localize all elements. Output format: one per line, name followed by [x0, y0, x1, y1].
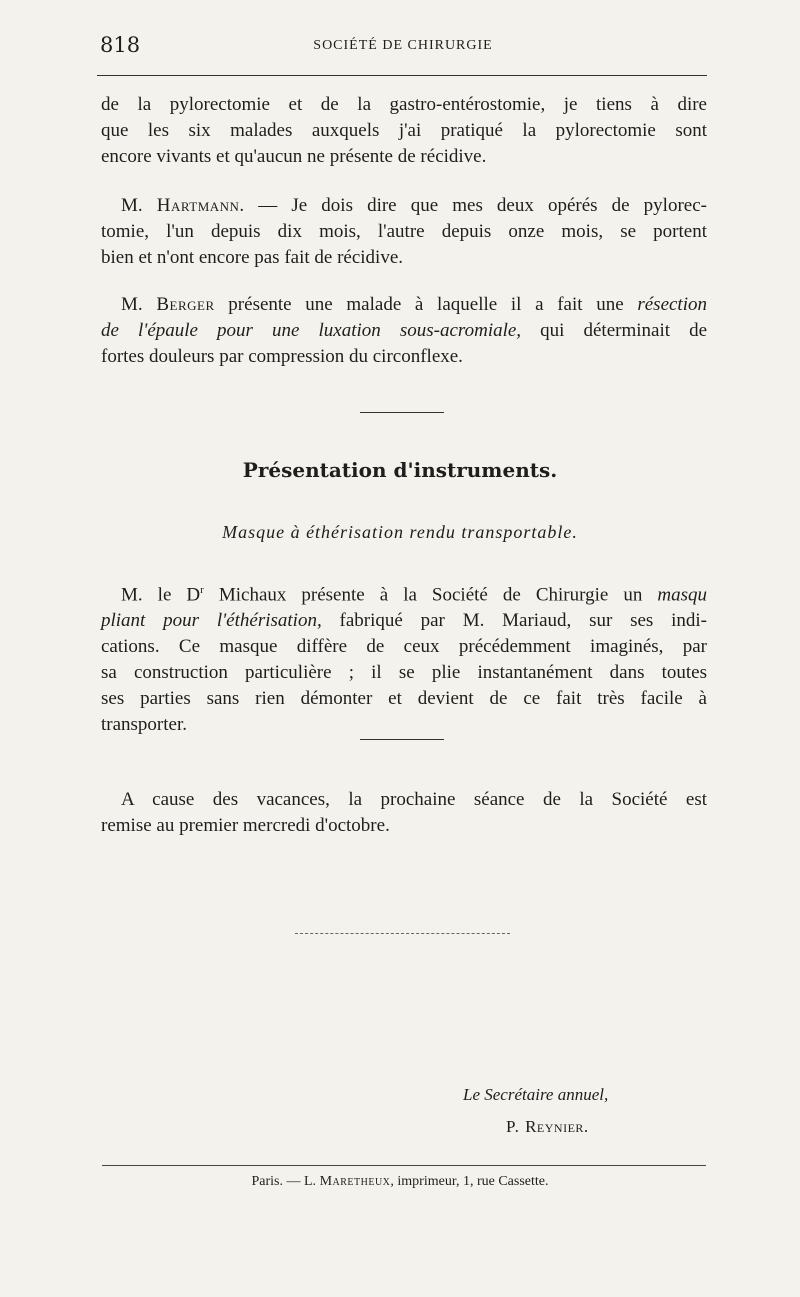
section-separator [360, 739, 444, 740]
text-line: remise au premier mercredi d'octobre. [101, 815, 390, 836]
running-title: SOCIÉTÉ DE CHIRURGIE [313, 38, 493, 53]
signature-surname: Reynier. [525, 1117, 589, 1136]
text-run: Michaux présente à la Société de Chirurgie un [203, 584, 658, 606]
text-line: A cause des vacances, la prochaine séance de la Société est [121, 789, 707, 810]
section-subtitle: Masque à éthérisation rendu transportable. [222, 522, 578, 542]
paragraph-berger [101, 292, 707, 370]
text-run: . — Je dois dire que mes deux opérés de pylorec- [239, 195, 707, 216]
signature-initial: P. [506, 1117, 526, 1136]
text-line [101, 193, 707, 219]
paragraph-hartmann [101, 193, 707, 271]
text-line [101, 608, 707, 634]
text-line: tomie, l'un depuis dix mois, l'autre depuis onze mois, se portent [101, 221, 707, 242]
paragraph-vacances [101, 787, 707, 839]
text-run: M. le D [121, 584, 201, 606]
printer-footer [0, 1174, 800, 1190]
text-line: sa construction particulière ; il se plie instantanément dans toutes [101, 662, 707, 684]
speaker-name: Hartmann [156, 195, 240, 216]
text-line: bien et n'ont encore pas fait de récidive. [101, 247, 404, 268]
text-line: transporter. [101, 714, 188, 736]
text-line [101, 292, 707, 318]
text-run: qui déterminait de [521, 320, 707, 341]
text-line [101, 577, 707, 608]
text-line: de la pylorectomie et de la gastro-entérostomie, je tiens à dire [101, 94, 707, 115]
italic-run: résection [637, 294, 707, 315]
text-line [101, 318, 707, 344]
dotted-separator [295, 933, 510, 934]
footer-rule [102, 1165, 706, 1166]
speaker-prefix: M. [121, 195, 157, 216]
italic-run: pliant pour l'éthérisation, [101, 610, 322, 632]
speaker-prefix: M. [121, 294, 157, 315]
section-title: Présentation d'instruments. [242, 458, 558, 482]
text-line: encore vivants et qu'aucun ne présente de récidive. [101, 146, 487, 167]
paragraph-pylorectomy [101, 92, 707, 170]
italic-run: masqu [657, 584, 707, 606]
superscript: r [200, 584, 204, 596]
text-line: fortes douleurs par compression du circonflexe. [101, 346, 463, 367]
italic-run: de l'épaule pour une luxation sous-acromiale, [101, 320, 522, 341]
text-line: cations. Ce masque diffère de ceux précédemment imaginés, par [101, 636, 707, 658]
footer-rest: , imprimeur, 1, rue Cassette. [390, 1174, 549, 1189]
text-run: présente une malade à laquelle il a fait une [214, 294, 638, 315]
text-line: que les six malades auxquels j'ai pratiqué la pylorectomie sont [101, 120, 707, 141]
signature-role: Le Secrétaire annuel, [463, 1085, 609, 1104]
page-header [100, 33, 706, 63]
page-number: 818 [100, 33, 141, 57]
header-rule [97, 75, 707, 76]
footer-prefix: Paris. — L. [251, 1174, 320, 1189]
signature-name [506, 1117, 589, 1137]
speaker-name: Berger [156, 294, 215, 315]
paragraph-michaux [101, 577, 707, 738]
text-line: ses parties sans rien démonter et devient de ce fait très facile à [101, 688, 707, 710]
section-separator [360, 412, 444, 413]
text-run: fabriqué par M. Mariaud, sur ses indi- [321, 610, 708, 632]
printer-name: Maretheux [319, 1174, 391, 1189]
